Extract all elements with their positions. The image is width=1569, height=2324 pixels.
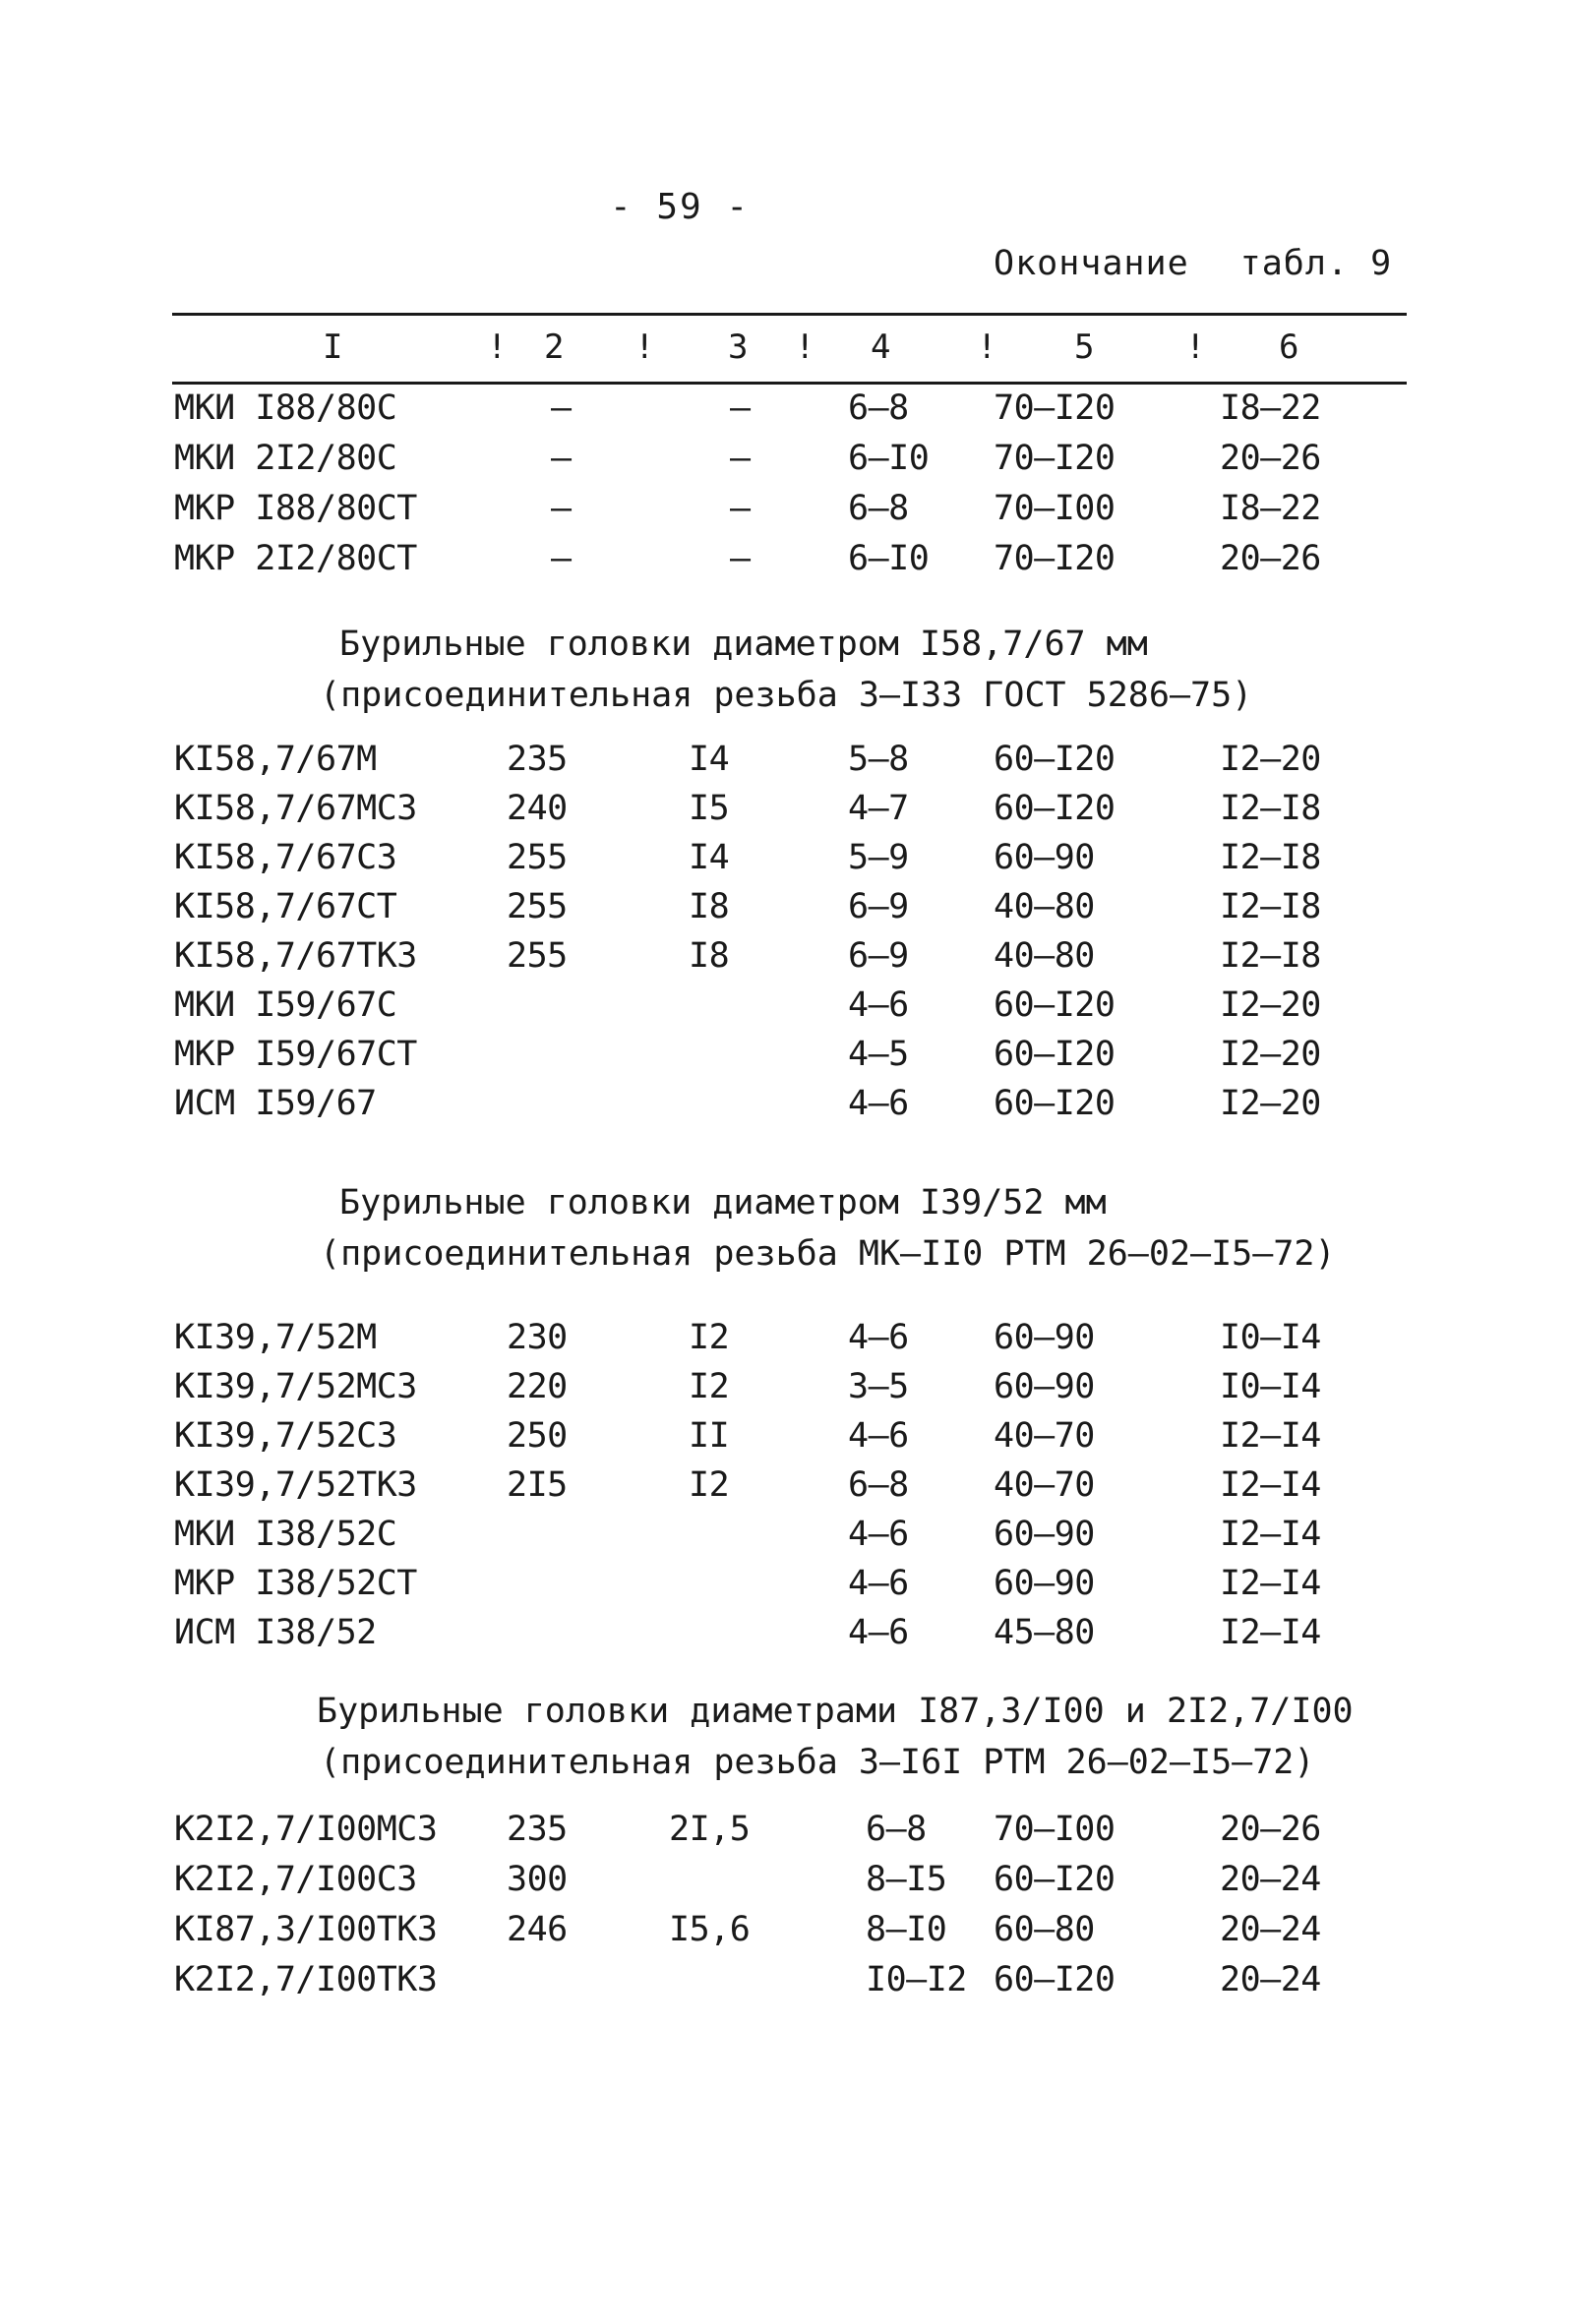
cell-col-6: 20–24 (1220, 1960, 1321, 1999)
cell-col-5: 60–90 (994, 1318, 1095, 1357)
cell-col-3: I8 (689, 936, 730, 976)
table-continuation-label (994, 244, 1392, 283)
table-row (0, 1084, 1569, 1131)
header-col-3: 3 (728, 328, 749, 367)
cell-model: КI39,7/52М (174, 1318, 377, 1357)
cell-col-6: 20–24 (1220, 1910, 1321, 1949)
cell-col-3: I2 (689, 1367, 730, 1406)
cell-col-5: 40–80 (994, 936, 1095, 976)
table-row (0, 489, 1569, 536)
cell-model: К2I2,7/I00МСЗ (174, 1810, 438, 1849)
table-reference: табл. 9 (1239, 244, 1393, 283)
header-col-2: 2 (544, 328, 565, 367)
cell-col-5: 45–80 (994, 1613, 1095, 1652)
cell-col-2: 240 (507, 789, 568, 828)
cell-col-4: 6–8 (866, 1810, 927, 1849)
cell-col-6: I2–20 (1220, 985, 1321, 1025)
table-header-rule (172, 382, 1407, 385)
cell-model: КI39,7/52МСЗ (174, 1367, 417, 1406)
cell-col-4: 4–6 (848, 1416, 909, 1456)
cell-model: КI58,7/67ТКЗ (174, 936, 417, 976)
cell-col-3: II (689, 1416, 730, 1456)
cell-col-4: 4–5 (848, 1035, 909, 1074)
section-caption: Бурильные головки диаметром I58,7/67 мм (339, 625, 1148, 664)
table-row (0, 1564, 1569, 1611)
cell-col-5: 60–90 (994, 1515, 1095, 1554)
cell-col-2: 220 (507, 1367, 568, 1406)
cell-model: КI58,7/67МСЗ (174, 789, 417, 828)
cell-col-3: 2I,5 (669, 1810, 751, 1849)
cell-col-6: I2–I8 (1220, 838, 1321, 877)
cell-col-2: 235 (507, 1810, 568, 1849)
cell-col-5: 60–I20 (994, 985, 1116, 1025)
cell-model: МКИ I38/52С (174, 1515, 397, 1554)
table-row (0, 439, 1569, 486)
cell-col-6: I0–I4 (1220, 1318, 1321, 1357)
cell-col-2: – (551, 388, 572, 428)
cell-col-5: 40–70 (994, 1465, 1095, 1505)
cell-col-3: – (730, 439, 751, 478)
cell-col-5: 70–I20 (994, 388, 1116, 428)
cell-col-4: 6–8 (848, 489, 909, 528)
cell-col-6: I2–I4 (1220, 1564, 1321, 1603)
cell-col-6: I2–20 (1220, 740, 1321, 779)
cell-col-2: 2I5 (507, 1465, 568, 1505)
table-row (0, 1416, 1569, 1463)
table-row (0, 1515, 1569, 1562)
cell-col-6: I2–I4 (1220, 1465, 1321, 1505)
cell-col-5: 60–90 (994, 1367, 1095, 1406)
cell-col-2: – (551, 539, 572, 578)
table-row (0, 1860, 1569, 1907)
cell-model: ИСМ I59/67 (174, 1084, 377, 1123)
cell-col-3: – (730, 388, 751, 428)
cell-col-5: 40–80 (994, 887, 1095, 926)
cell-model: МКИ 2I2/80С (174, 439, 397, 478)
cell-col-5: 70–I20 (994, 539, 1116, 578)
cell-model: К2I2,7/I00ТКЗ (174, 1960, 438, 1999)
cell-col-2: – (551, 439, 572, 478)
header-separator: ! (487, 328, 508, 367)
table-row (0, 740, 1569, 787)
cell-col-5: 60–I20 (994, 1860, 1116, 1899)
header-col-4: 4 (871, 328, 891, 367)
cell-model: КI58,7/67М (174, 740, 377, 779)
cell-col-4: 6–8 (848, 1465, 909, 1505)
table-row (0, 936, 1569, 983)
cell-col-5: 60–80 (994, 1910, 1095, 1949)
cell-col-2: 300 (507, 1860, 568, 1899)
cell-col-4: 6–9 (848, 936, 909, 976)
table-row (0, 388, 1569, 436)
cell-col-2: 235 (507, 740, 568, 779)
cell-model: МКИ I59/67С (174, 985, 397, 1025)
table-top-rule (172, 313, 1407, 316)
table-row (0, 789, 1569, 836)
cell-col-5: 60–I20 (994, 1084, 1116, 1123)
cell-col-5: 60–90 (994, 838, 1095, 877)
cell-col-4: 6–8 (848, 388, 909, 428)
cell-col-4: 4–6 (848, 1084, 909, 1123)
section-subcaption: (присоединительная резьба МК–II0 РТМ 26–02–I5–72) (320, 1234, 1336, 1274)
cell-col-5: 70–I00 (994, 1810, 1116, 1849)
cell-col-6: 20–24 (1220, 1860, 1321, 1899)
cell-col-5: 60–I20 (994, 740, 1116, 779)
cell-model: КI58,7/67СЗ (174, 838, 397, 877)
cell-col-4: 6–I0 (848, 439, 930, 478)
section-subcaption: (присоединительная резьба З–I33 ГОСТ 5286–75) (320, 676, 1253, 715)
cell-col-4: 8–I0 (866, 1910, 947, 1949)
header-col-6: 6 (1279, 328, 1299, 367)
table-row (0, 1367, 1569, 1414)
cell-col-4: 4–7 (848, 789, 909, 828)
table-row (0, 1465, 1569, 1513)
cell-col-4: 4–6 (848, 1564, 909, 1603)
cell-model: МКР I38/52СТ (174, 1564, 417, 1603)
cell-col-6: I8–22 (1220, 388, 1321, 428)
cell-col-4: 6–9 (848, 887, 909, 926)
cell-col-6: I2–20 (1220, 1035, 1321, 1074)
cell-model: КI39,7/52СЗ (174, 1416, 397, 1456)
cell-col-6: I2–I4 (1220, 1416, 1321, 1456)
cell-col-4: I0–I2 (866, 1960, 967, 1999)
table-row (0, 539, 1569, 586)
cell-model: КI39,7/52ТКЗ (174, 1465, 417, 1505)
header-separator: ! (634, 328, 655, 367)
cell-col-6: 20–26 (1220, 439, 1321, 478)
table-row (0, 1613, 1569, 1660)
cell-col-6: I2–I8 (1220, 789, 1321, 828)
table-row (0, 838, 1569, 885)
table-row (0, 1960, 1569, 2007)
continuation-word: Окончание (994, 244, 1189, 283)
table-row (0, 1910, 1569, 1957)
table-row (0, 1810, 1569, 1857)
cell-model: КI87,3/I00ТКЗ (174, 1910, 438, 1949)
cell-col-5: 60–90 (994, 1564, 1095, 1603)
cell-col-3: I8 (689, 887, 730, 926)
cell-model: МКР 2I2/80СТ (174, 539, 417, 578)
cell-col-4: 4–6 (848, 985, 909, 1025)
cell-col-6: 20–26 (1220, 539, 1321, 578)
cell-model: ИСМ I38/52 (174, 1613, 377, 1652)
cell-col-5: 60–I20 (994, 1035, 1116, 1074)
cell-col-6: I2–I8 (1220, 936, 1321, 976)
header-separator: ! (1185, 328, 1206, 367)
cell-col-2: 246 (507, 1910, 568, 1949)
cell-col-5: 60–I20 (994, 789, 1116, 828)
cell-col-3: I2 (689, 1465, 730, 1505)
cell-col-2: 255 (507, 838, 568, 877)
header-col-1: I (323, 328, 343, 367)
cell-col-6: I0–I4 (1220, 1367, 1321, 1406)
cell-col-5: 70–I20 (994, 439, 1116, 478)
cell-col-3: I2 (689, 1318, 730, 1357)
page-number: - 59 - (610, 187, 751, 227)
cell-col-6: I8–22 (1220, 489, 1321, 528)
cell-col-3: I5,6 (669, 1910, 751, 1949)
cell-model: МКР I88/80СТ (174, 489, 417, 528)
table-row (0, 887, 1569, 934)
cell-col-6: I2–I4 (1220, 1613, 1321, 1652)
cell-col-3: – (730, 539, 751, 578)
cell-col-2: 230 (507, 1318, 568, 1357)
cell-col-6: I2–I8 (1220, 887, 1321, 926)
cell-col-5: 70–I00 (994, 489, 1116, 528)
cell-col-2: 255 (507, 936, 568, 976)
cell-col-4: 5–8 (848, 740, 909, 779)
cell-col-4: 4–6 (848, 1613, 909, 1652)
section-caption: Бурильные головки диаметром I39/52 мм (339, 1183, 1107, 1222)
table-header (0, 320, 1569, 374)
cell-col-4: 4–6 (848, 1318, 909, 1357)
header-separator: ! (977, 328, 997, 367)
header-separator: ! (795, 328, 815, 367)
table-row (0, 985, 1569, 1033)
cell-col-6: I2–I4 (1220, 1515, 1321, 1554)
cell-model: МКИ I88/80С (174, 388, 397, 428)
cell-model: К2I2,7/I00СЗ (174, 1860, 417, 1899)
cell-col-6: I2–20 (1220, 1084, 1321, 1123)
cell-col-4: 5–9 (848, 838, 909, 877)
cell-col-2: 255 (507, 887, 568, 926)
cell-col-3: I5 (689, 789, 730, 828)
cell-col-3: I4 (689, 740, 730, 779)
cell-col-5: 40–70 (994, 1416, 1095, 1456)
cell-col-4: 8–I5 (866, 1860, 947, 1899)
table-row (0, 1318, 1569, 1365)
table-row (0, 1035, 1569, 1082)
cell-col-2: – (551, 489, 572, 528)
cell-col-5: 60–I20 (994, 1960, 1116, 1999)
cell-col-3: I4 (689, 838, 730, 877)
cell-col-2: 250 (507, 1416, 568, 1456)
cell-col-4: 6–I0 (848, 539, 930, 578)
section-subcaption: (присоединительная резьба З–I6I РТМ 26–02–I5–72) (320, 1743, 1315, 1782)
cell-model: МКР I59/67СТ (174, 1035, 417, 1074)
cell-model: КI58,7/67СТ (174, 887, 397, 926)
cell-col-4: 4–6 (848, 1515, 909, 1554)
cell-col-6: 20–26 (1220, 1810, 1321, 1849)
section-caption: Бурильные головки диаметрами I87,3/I00 и 2I2,7/I00 (317, 1692, 1354, 1731)
cell-col-3: – (730, 489, 751, 528)
cell-col-4: 3–5 (848, 1367, 909, 1406)
header-col-5: 5 (1074, 328, 1095, 367)
